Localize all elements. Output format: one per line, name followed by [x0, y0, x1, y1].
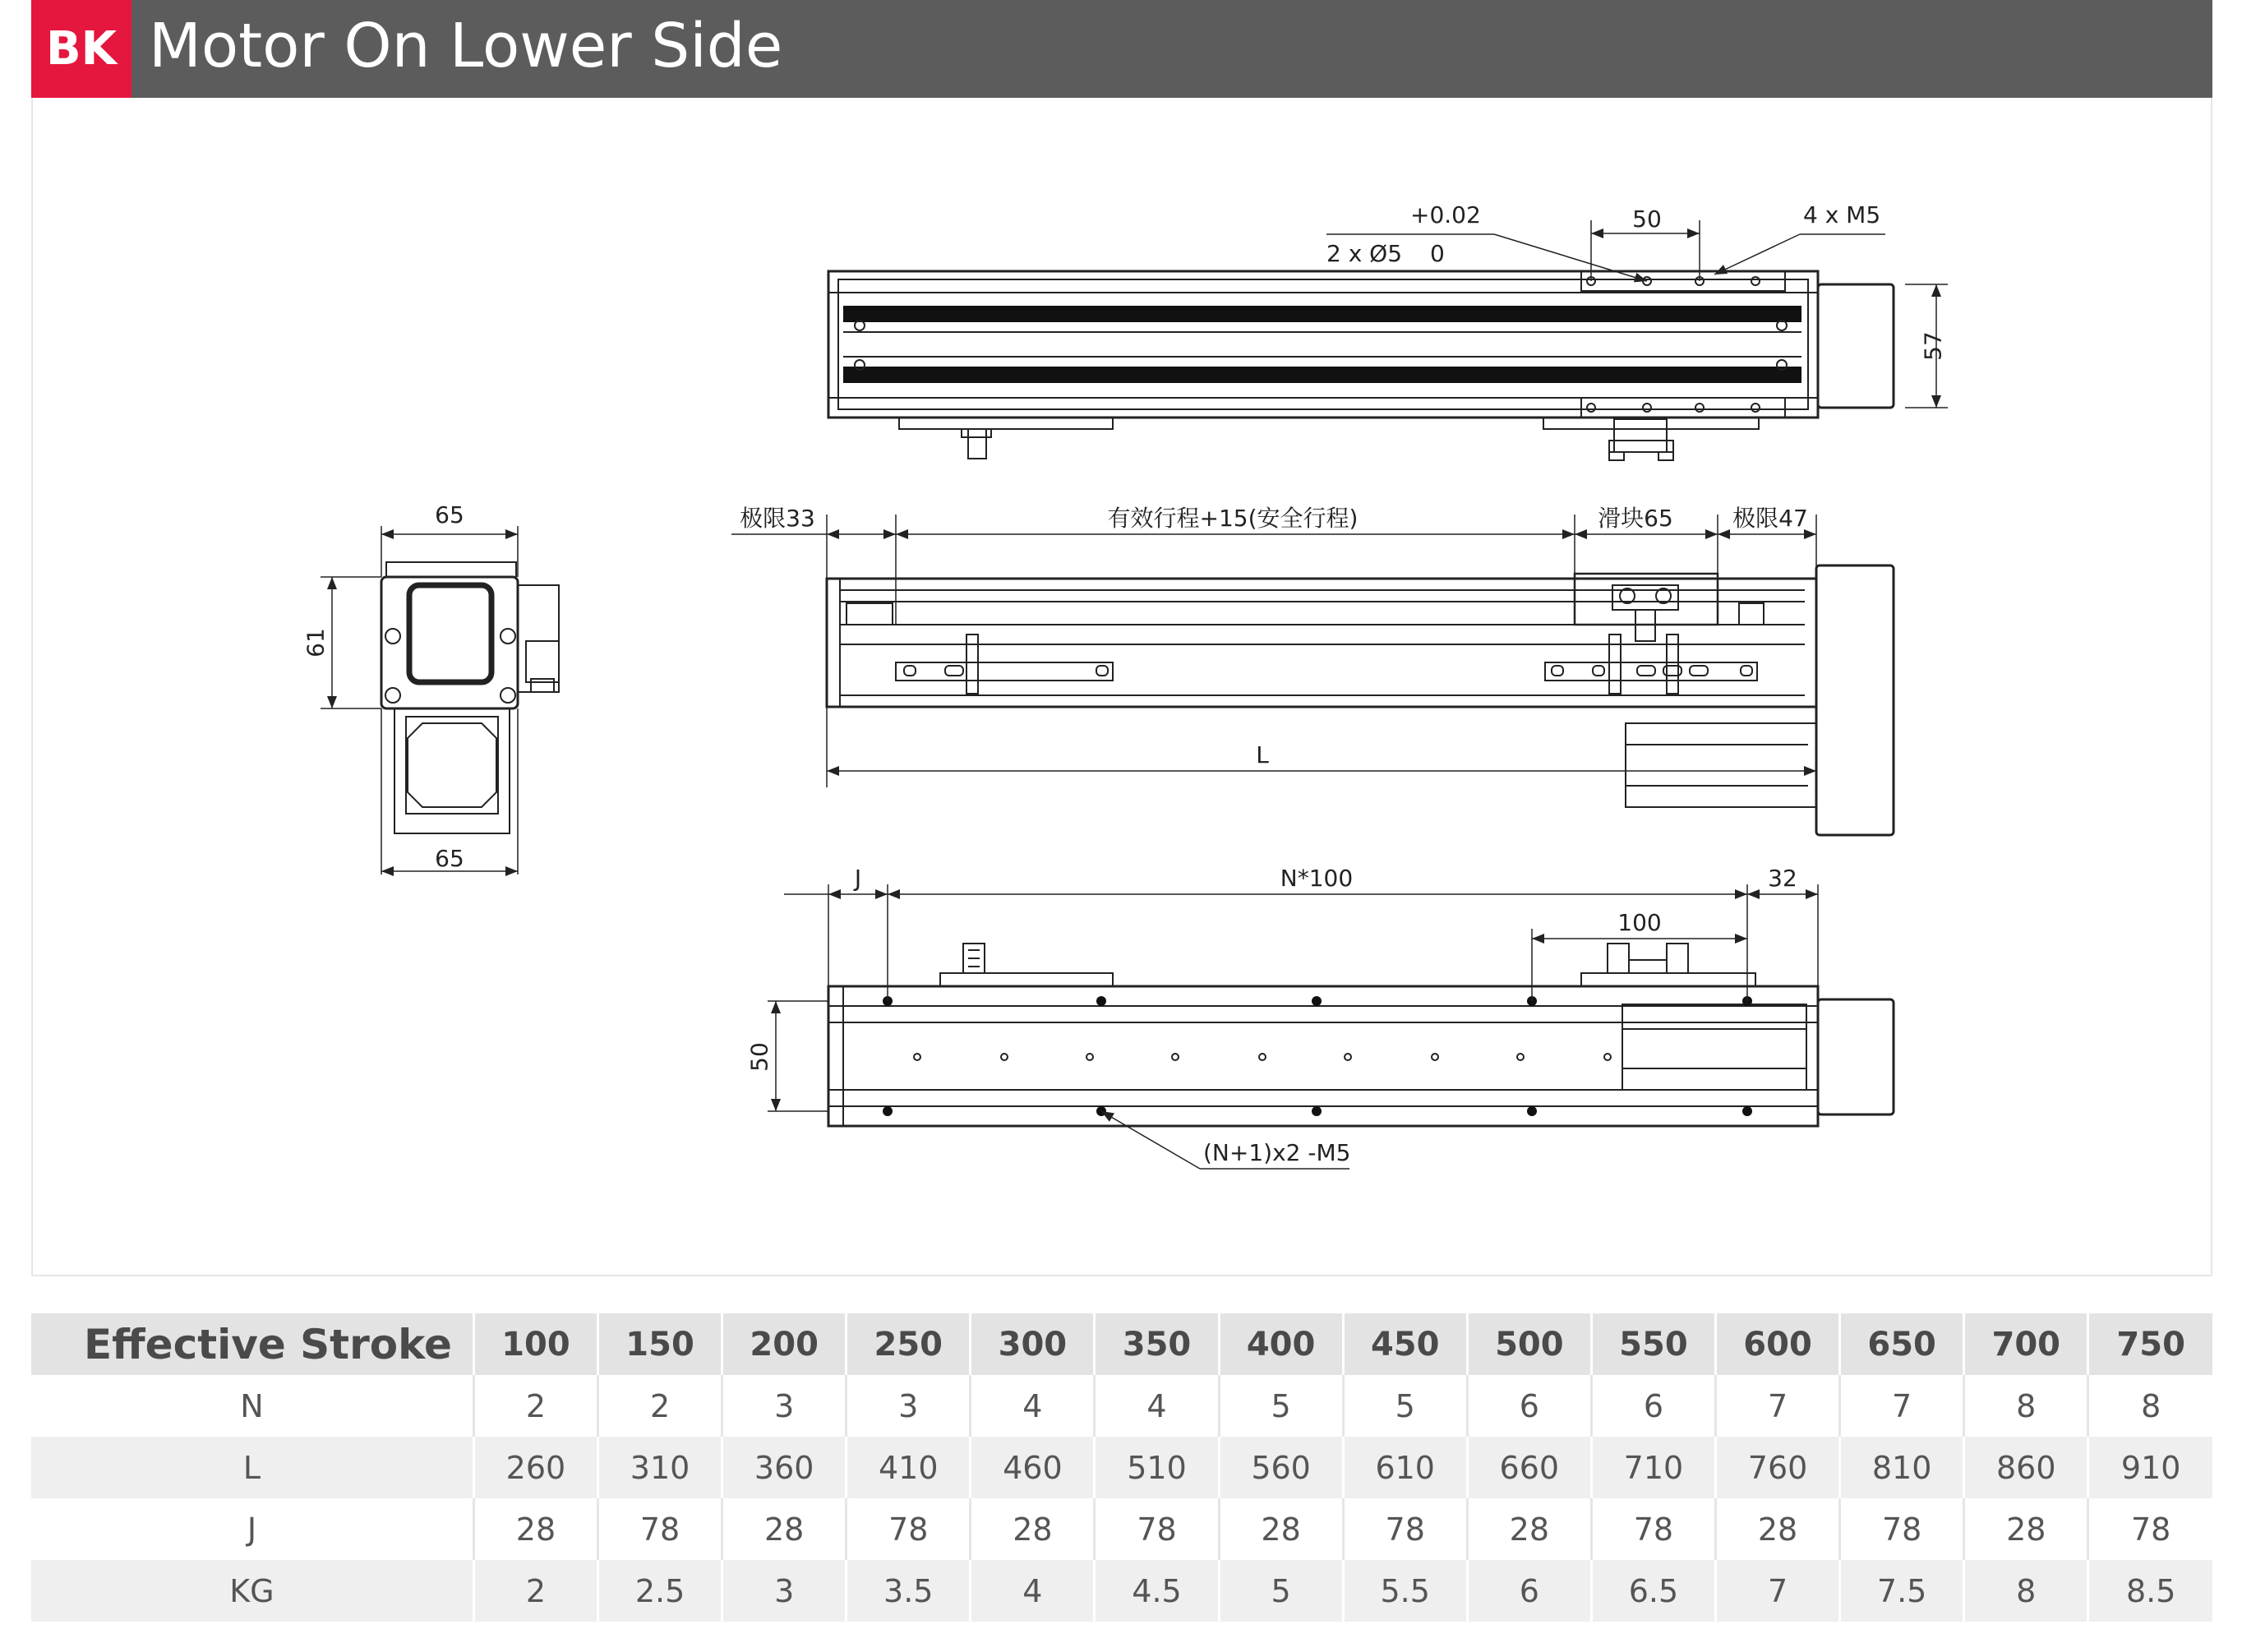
side-view: [731, 505, 1894, 835]
table-cell: 6: [1591, 1375, 1715, 1437]
top-slot-lower: [843, 367, 1801, 383]
label-effective-stroke: 有效行程+15(安全行程): [1107, 505, 1359, 532]
top-view: [828, 201, 1948, 460]
table-cell: 560: [1219, 1437, 1343, 1498]
table-cell: 860: [1964, 1437, 2088, 1498]
table-cell: 710: [1591, 1437, 1715, 1498]
table-cell: 78: [1343, 1498, 1467, 1560]
stroke-header-cell: 400: [1219, 1313, 1343, 1375]
top-view-inner: [838, 279, 1808, 409]
top-slot-upper: [843, 306, 1801, 322]
label-dim-50: 50: [745, 1042, 773, 1072]
table-cell: 28: [1715, 1498, 1839, 1560]
table-row: [31, 1560, 2212, 1622]
table-row: [31, 1437, 2212, 1498]
stroke-header-cell: 500: [1467, 1313, 1591, 1375]
stroke-header-cell: 600: [1715, 1313, 1839, 1375]
row-label: KG: [31, 1560, 473, 1622]
table-cell: 28: [971, 1498, 1095, 1560]
table-cell: 7: [1840, 1375, 1964, 1437]
table-cell: 3: [847, 1375, 971, 1437]
table-cell: 2: [473, 1560, 597, 1622]
table-cell: 5: [1219, 1375, 1343, 1437]
table-header-label: Effective Stroke: [31, 1313, 473, 1375]
end-view: [302, 501, 560, 874]
table-cell: 660: [1467, 1437, 1591, 1498]
label-dim-32: 32: [1768, 865, 1797, 892]
stroke-header-cell: 150: [598, 1313, 722, 1375]
table-cell: 4: [971, 1375, 1095, 1437]
stroke-spec-table: [31, 1313, 2212, 1622]
label-m5-spec: 4 x M5: [1803, 201, 1881, 228]
table-cell: 6: [1467, 1560, 1591, 1622]
table-cell: 5: [1219, 1560, 1343, 1622]
table-cell: 460: [971, 1437, 1095, 1498]
label-tolerance-zero: 0: [1430, 240, 1445, 267]
label-slider-65: 滑块65: [1598, 505, 1673, 532]
table-cell: 310: [598, 1437, 722, 1498]
label-end-65-top: 65: [435, 501, 464, 528]
table-cell: 78: [1591, 1498, 1715, 1560]
table-cell: 2: [598, 1375, 722, 1437]
table-cell: 6: [1467, 1375, 1591, 1437]
label-length-L: L: [1256, 741, 1269, 768]
table-cell: 28: [1964, 1498, 2088, 1560]
table-cell: 78: [2088, 1498, 2212, 1560]
table-cell: 4: [971, 1560, 1095, 1622]
table-cell: 28: [1219, 1498, 1343, 1560]
table-cell: 260: [473, 1437, 597, 1498]
table-cell: 78: [598, 1498, 722, 1560]
table-row: [31, 1498, 2212, 1560]
table-cell: 78: [1095, 1498, 1219, 1560]
label-tolerance-plus: +0.02: [1410, 201, 1481, 228]
label-dim-100: 100: [1617, 909, 1662, 936]
bottom-view-body: [828, 986, 1818, 1126]
table-cell: 28: [473, 1498, 597, 1560]
table-cell: 28: [722, 1498, 847, 1560]
table-cell: 3: [722, 1375, 847, 1437]
table-cell: 8.5: [2088, 1560, 2212, 1622]
label-end-61: 61: [302, 628, 330, 658]
table-cell: 78: [847, 1498, 971, 1560]
table-header-row: [31, 1313, 2212, 1375]
table-cell: 2: [473, 1375, 597, 1437]
table-cell: 760: [1715, 1437, 1839, 1498]
label-hole-spec: 2 x Ø5: [1326, 240, 1403, 267]
label-limit-33: 极限33: [740, 505, 815, 532]
table-cell: 8: [1964, 1560, 2088, 1622]
table-cell: 78: [1840, 1498, 1964, 1560]
table-cell: 410: [847, 1437, 971, 1498]
table-cell: 910: [2088, 1437, 2212, 1498]
table-cell: 7: [1715, 1560, 1839, 1622]
row-label: N: [240, 1387, 264, 1424]
stroke-header-cell: 450: [1343, 1313, 1467, 1375]
label-limit-47: 极限47: [1732, 505, 1808, 532]
label-top-50: 50: [1632, 205, 1662, 233]
table-cell: 3.5: [847, 1560, 971, 1622]
table-cell: 360: [722, 1437, 847, 1498]
end-view-body: [381, 577, 518, 708]
table-cell: 7.5: [1840, 1560, 1964, 1622]
label-holes-spec: (N+1)x2 -M5: [1203, 1139, 1351, 1166]
table-cell: 6.5: [1591, 1560, 1715, 1622]
stroke-header-cell: 750: [2088, 1313, 2212, 1375]
label-dim-N100: N*100: [1280, 865, 1354, 892]
table-cell: 5.5: [1343, 1560, 1467, 1622]
bottom-view: [746, 865, 1894, 1169]
stroke-header-cell: 200: [722, 1313, 847, 1375]
table-cell: 3: [722, 1560, 847, 1622]
table-cell: 5: [1343, 1375, 1467, 1437]
stroke-header-cell: 550: [1591, 1313, 1715, 1375]
table-cell: 7: [1715, 1375, 1839, 1437]
table-cell: 8: [2088, 1375, 2212, 1437]
table-cell: 8: [1964, 1375, 2088, 1437]
stroke-header-cell: 650: [1840, 1313, 1964, 1375]
stroke-header-cell: 250: [847, 1313, 971, 1375]
side-view-body: [827, 579, 1816, 707]
row-label: L: [31, 1437, 473, 1498]
label-end-65-bottom: 65: [435, 845, 464, 872]
label-height-57: 57: [1919, 331, 1947, 361]
table-cell: 610: [1343, 1437, 1467, 1498]
stroke-header-cell: 700: [1964, 1313, 2088, 1375]
table-cell: 2.5: [598, 1560, 722, 1622]
stroke-header-cell: 100: [473, 1313, 597, 1375]
row-label: J: [247, 1511, 257, 1548]
table-cell: 4: [1095, 1375, 1219, 1437]
table-cell: 810: [1840, 1437, 1964, 1498]
table-cell: 4.5: [1095, 1560, 1219, 1622]
series-badge: BK: [31, 0, 131, 98]
label-dim-J: J: [854, 865, 862, 892]
stroke-header-cell: 300: [971, 1313, 1095, 1375]
table-cell: 510: [1095, 1437, 1219, 1498]
stroke-header-cell: 350: [1095, 1313, 1219, 1375]
page-title: Motor On Lower Side: [149, 11, 783, 81]
table-row: [31, 1375, 2212, 1437]
table-cell: 28: [1467, 1498, 1591, 1560]
